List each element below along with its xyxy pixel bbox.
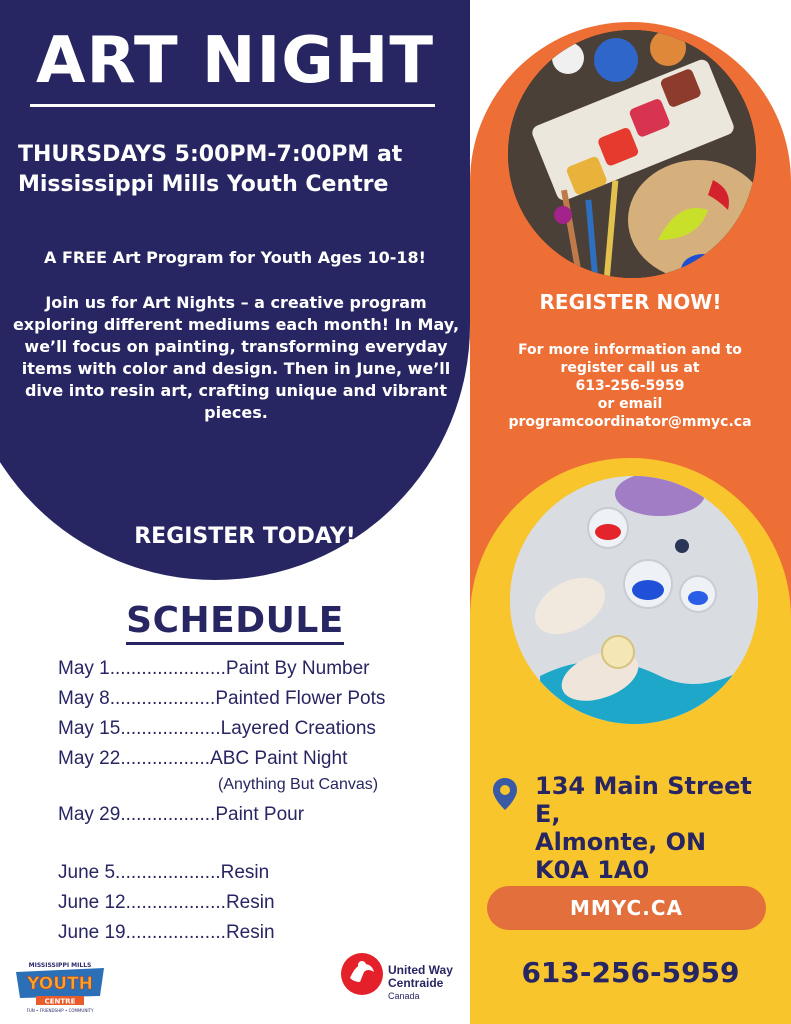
schedule-date: May 8 <box>58 688 110 709</box>
schedule-date: June 5 <box>58 862 116 883</box>
page-title: ART NIGHT <box>36 24 434 98</box>
schedule-date: June 19 <box>58 922 126 943</box>
register-today-heading: REGISTER TODAY! <box>134 524 356 549</box>
schedule-leader: ...................... <box>109 658 226 679</box>
bottom-phone-number[interactable]: 613-256-5959 <box>521 956 740 989</box>
schedule-row <box>58 654 468 684</box>
program-description: Join us for Art Nights – a creative program exploring different mediums each month! In May, we’ll focus on painting, transforming everyday items with color and design. Then in June, we’ll dive into resin art, crafting unique and vibrant pieces. <box>12 293 460 422</box>
contact-line2: register call us at <box>560 360 700 376</box>
schedule-date: May 29 <box>58 804 121 825</box>
schedule-row <box>58 744 468 774</box>
schedule-leader: ................... <box>125 922 226 943</box>
united-way-text <box>388 964 453 1003</box>
schedule-gap <box>58 830 468 858</box>
schedule-date: June 12 <box>58 892 126 913</box>
united-way-line1: United Way <box>388 963 453 977</box>
contact-info <box>480 341 780 431</box>
event-location: Mississippi Mills Youth Centre <box>18 172 389 197</box>
schedule-activity: Resin <box>225 892 275 913</box>
schedule-date: May 15 <box>58 718 121 739</box>
united-way-logo <box>340 952 460 1006</box>
schedule-activity: Painted Flower Pots <box>215 688 386 709</box>
paint-palette-illustration <box>508 30 756 278</box>
schedule-leader: .................... <box>115 862 221 883</box>
youth-logo-centre-text: CENTRE <box>44 997 76 1006</box>
schedule-activity: Paint By Number <box>225 658 370 679</box>
schedule-date: May 22 <box>58 748 121 769</box>
schedule-leader: ................... <box>125 892 226 913</box>
address-line2: Almonte, ON <box>535 828 707 856</box>
schedule-list <box>58 654 468 948</box>
united-way-line2: Centraide <box>388 976 444 990</box>
schedule-leader: ................... <box>120 718 221 739</box>
schedule-heading <box>0 600 470 641</box>
youth-logo-tagline: FUN • FRIENDSHIP • COMMUNITY <box>26 1008 94 1013</box>
schedule-leader: ................. <box>120 748 211 769</box>
contact-line3: or email <box>597 396 663 412</box>
schedule-row <box>58 714 468 744</box>
website-button[interactable]: MMYC.CA <box>487 886 766 930</box>
event-time <box>18 140 468 200</box>
resin-art-illustration <box>510 476 758 724</box>
schedule-row <box>58 800 468 830</box>
schedule-activity: Layered Creations <box>220 718 376 739</box>
address-line3: K0A 1A0 <box>535 856 650 884</box>
address-line1: 134 Main Street E, <box>535 772 752 828</box>
contact-email[interactable]: programcoordinator@mmyc.ca <box>508 414 752 430</box>
event-time-line1: THURSDAYS 5:00PM-7:00PM at <box>18 142 403 167</box>
register-now-heading: REGISTER NOW! <box>539 290 722 314</box>
schedule-row <box>58 684 468 714</box>
schedule-date: May 1 <box>58 658 110 679</box>
contact-line1: For more information and to <box>518 342 742 358</box>
united-way-hand-icon <box>340 952 384 996</box>
youth-logo-main-text: YOUTH <box>27 974 93 994</box>
united-way-line3: Canada <box>388 991 420 1001</box>
schedule-activity: Paint Pour <box>215 804 305 825</box>
schedule-row <box>58 888 468 918</box>
schedule-activity: Resin <box>225 922 275 943</box>
youth-centre-logo <box>10 958 110 1014</box>
address-text <box>535 772 785 884</box>
paint-palette-photo <box>508 30 756 278</box>
schedule-activity: Resin <box>220 862 270 883</box>
schedule-note: (Anything But Canvas) <box>218 776 379 793</box>
resin-art-photo <box>510 476 758 724</box>
youth-logo-top-text: MISSISSIPPI MILLS <box>28 962 92 969</box>
schedule-leader: .................. <box>120 804 216 825</box>
free-program-line: A FREE Art Program for Youth Ages 10-18! <box>44 248 426 267</box>
title-underline <box>30 104 435 107</box>
location-pin-icon <box>493 778 517 810</box>
schedule-leader: .................... <box>109 688 216 709</box>
schedule-row <box>58 858 468 888</box>
schedule-heading-text: SCHEDULE <box>126 600 344 645</box>
schedule-row <box>58 918 468 948</box>
contact-phone[interactable]: 613-256-5959 <box>575 378 685 394</box>
schedule-activity: ABC Paint Night <box>210 748 348 769</box>
